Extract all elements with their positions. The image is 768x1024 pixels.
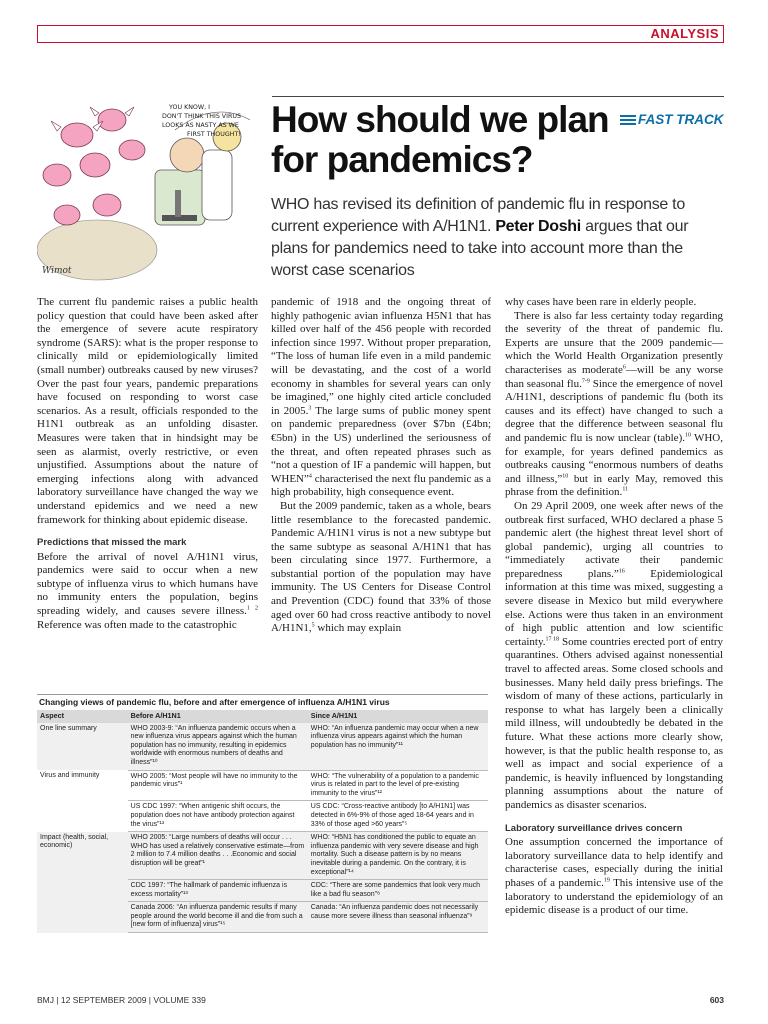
table-cell-since: WHO: “An influenza pandemic may occur when a new influenza virus appears against which the human population has no immunity”¹¹ [308,723,488,770]
fast-track-label: FAST TRACK [638,112,724,127]
table-header-since: Since A/H1N1 [308,710,488,723]
table-cell-before: Canada 2006: “An influenza pandemic results if many people around the world become ill and die from such a [new form of influenza] virus”¹⁵ [128,902,308,933]
paragraph: Before the arrival of novel A/H1N1 virus, pandemics were said to occur when a new subtype of influenza virus to which humans have no immunity enters the population, begins spreading widely, and causes severe illness.$^{1 2}$ Reference was often made to the catastrophic [37,550,258,631]
paragraph: pandemic of 1918 and the ongoing threat of highly pathogenic avian influenza H5N1 that has killed over half of the 456 people with recorded infection since 1997. Without proper preparation, “The loss of human life even in a mild pandemic will be devastating, and the cost of a world economy in shambles for several years can only be imagined,” one highly cited article concluded in 2005.$^3$ The large sums of public money spent on pandemic preparedness (over $7bn (£4bn; €5bn) in the US) underlined the seriousness of the threat, and often repeated phrases such as “not a question of IF a pandemic will happen, but WHEN”$^4$ characterised the next flu pandemic as a high probability, high consequence event. [271,296,492,499]
speech-line-3: LOOKS AS NASTY AS WE [162,122,239,129]
section-header-bar [37,25,724,43]
table-cell-aspect [37,801,128,832]
subheading: Laboratory surveillance drives concern [505,822,683,834]
table-cell-before: WHO 2005: “Most people will have no immunity to the pandemic virus”¹ [128,770,308,801]
article-title: How should we plan for pandemics? [271,99,609,180]
speech-line-1: YOU KNOW, I [169,104,210,111]
table-cell-aspect [37,880,128,902]
standfirst-text: WHO has revised its definition of pandemic flu in response to current experience with A/H1N1. [271,196,685,235]
section-label: ANALYSIS [650,26,719,41]
column-2 [271,296,491,636]
table-header-before: Before A/H1N1 [128,710,308,723]
table-row [37,832,488,880]
table-row [37,880,488,902]
table-cell-before: WHO 2005: “Large numbers of deaths will occur . . . WHO has used a relatively conservative estimate—from 2 million to 7.4 million deaths . . .Economic and social disruption will be great”¹ [128,832,308,880]
column-1 [37,296,258,632]
author-name: Peter Doshi [495,218,581,235]
cartoon-illustration [37,95,267,285]
table-cell-since: WHO: “H5N1 has conditioned the public to equate an influenza pandemic with very severe disease and high mortality. Such a disease pattern is by no means inevitable during a pandemic. On the contrary, it is exceptional”¹⁴ [308,832,488,880]
standfirst-text-2: argues that our plans for pandemics need to take into account more than the worst case scenarios [271,218,689,279]
paragraph: One assumption concerned the importance of laboratory surveillance data to help identify and characterise cases, especially during the initial phases of a pandemic.$^{19}$ This intensive use of the laboratory to understand the epidemiology of an epidemic disease is a product of our time. [505,836,723,917]
table-cell-before: CDC 1997: “The hallmark of pandemic influenza is excess mortality”¹³ [128,880,308,902]
speech-line-4: FIRST THOUGHT! [187,131,241,138]
cartoon-signature: Wimot [42,266,72,276]
table-row [37,723,488,770]
table-cell-since: Canada: “An influenza pandemic does not necessarily cause more severe illness than seasonal influenza”⁹ [308,902,488,933]
fast-track-icon [620,115,636,125]
table-cell-aspect: Virus and immunity [40,772,100,780]
title-rule [272,96,724,97]
table-cell-aspect: Impact (health, social, economic) [37,832,128,880]
speech-line-2: DON'T THINK THIS VIRUS [162,113,241,120]
column-3 [505,296,723,918]
table-cell-since: US CDC: “Cross-reactive antibody [to A/H1N1] was detected in 6%-9% of those aged 18-64 years and in 33% of those aged >60 years”⁵ [308,801,488,832]
page-number: 603 [709,995,724,1005]
table-header-aspect: Aspect [37,710,128,723]
standfirst [271,194,723,282]
table-cell-aspect [37,902,128,933]
table-row [37,902,488,933]
subheading: Predictions that missed the mark [37,537,187,549]
table-cell-before: US CDC 1997: “When antigenic shift occurs, the population does not have antibody protection against the virus”¹³ [128,801,308,832]
page-footer [37,995,724,1005]
table-cell-before: WHO 2003-9: “An influenza pandemic occurs when a new influenza virus appears against which the human population has no immunity, resulting in epidemics worldwide with enormous numbers of deaths and illness”¹⁰ [128,723,308,770]
table-title: Changing views of pandemic flu, before and after emergence of influenza A/H1N1 virus [37,694,488,710]
journal-info: BMJ | 12 SEPTEMBER 2009 | VOLUME 339 [37,995,206,1005]
paragraph: But the 2009 pandemic, taken as a whole, bears little resemblance to the forecasted pandemic. Pandemic A/H1N1 virus is not a new subtype but the same subtype as seasonal A/H1N1 that has been circulating since 1977. Furthermore, a substantial portion of the population may have immunity. The US Centers for Disease Control and Prevention (CDC) found that 33% of those aged over 60 had cross reactive antibody to novel A/H1N1,$^5$ which may explain [271,499,491,635]
paragraph: The current flu pandemic raises a public health policy question that could have been asked after the emergence of severe acute respiratory syndrome (SARS): what is the proper response to clinically mild or epidemiologically limited (small number) outbreaks caused by new viruses? Over the past four years, pandemic preparations have focused on responding to worst case scenarios. As a result, officials responded to the H1N1 outbreak as an unfolding disaster. Measures were taken that in hindsight may be seen as alarmist, overly restrictive, or even unjustified. Assumptions about the nature of emerging infections along with advanced laboratory surveillance have changed the way we understand epidemics and we need a new framework for thinking about epidemic disease. [37,296,258,526]
table-row [37,770,488,801]
fast-track-badge [620,112,724,127]
table-cell-since: CDC: “There are some pandemics that look very much like a bad flu season”⁸ [308,880,488,902]
table-cell-since: WHO: “The vulnerability of a population to a pandemic virus is related in part to the level of pre-existing immunity to the virus”¹² [308,770,488,801]
table-cell-aspect: One line summary [37,723,128,770]
paragraph: There is also far less certainty today regarding the severity of the threat of pandemic flu. Experts are unsure that the 2009 pandemic—which the World Health Organization presently characterises as moderate$^6$—will be any worse than seasonal flu.$^{7-9}$ Since the emergence of novel A/H1N1, descriptions of pandemic flu (both its causes and its effect) have changed to such a degree that the difference between seasonal flu and pandemic flu is now unclear (table).$^{10}$ WHO, for example, for years defined pandemics as outbreaks causing “enormous numbers of deaths and illness,”$^{10}$ but in early May, removed this phrase from the definition.$^{11}$ [505,309,724,499]
paragraph: why cases have been rare in elderly people. [505,296,697,308]
comparison-table [37,694,488,933]
paragraph: On 29 April 2009, one week after news of the outbreak first surfaced, WHO declared a phase 5 pandemic alert (the highest threat level short of global pandemic), urging all countries to “immediately activate their pandemic preparedness plans.”$^{16}$ Epidemiological information at this time was mixed, suggesting a severe disease in Mexico but mild everywhere else. Actions were thus taken in an environment of high public attention and low scientific certainty.$^{17 18}$ Some countries erected port of entry quarantines. Others advised against nonessential travel to affected areas. Some closed schools and businesses. Many held daily press briefings. The wisdom of many of these actions, particularly in response to what has largely been a clinically mild illness, will undoubtedly be debated in the future. What these actions more clearly show, however, is that the public health response to, as well as impact and social experience of a pandemic, is heavily influenced by longstanding planning assumptions about the nature of pandemics as disaster scenarios. [505,499,723,811]
table-row [37,801,488,832]
